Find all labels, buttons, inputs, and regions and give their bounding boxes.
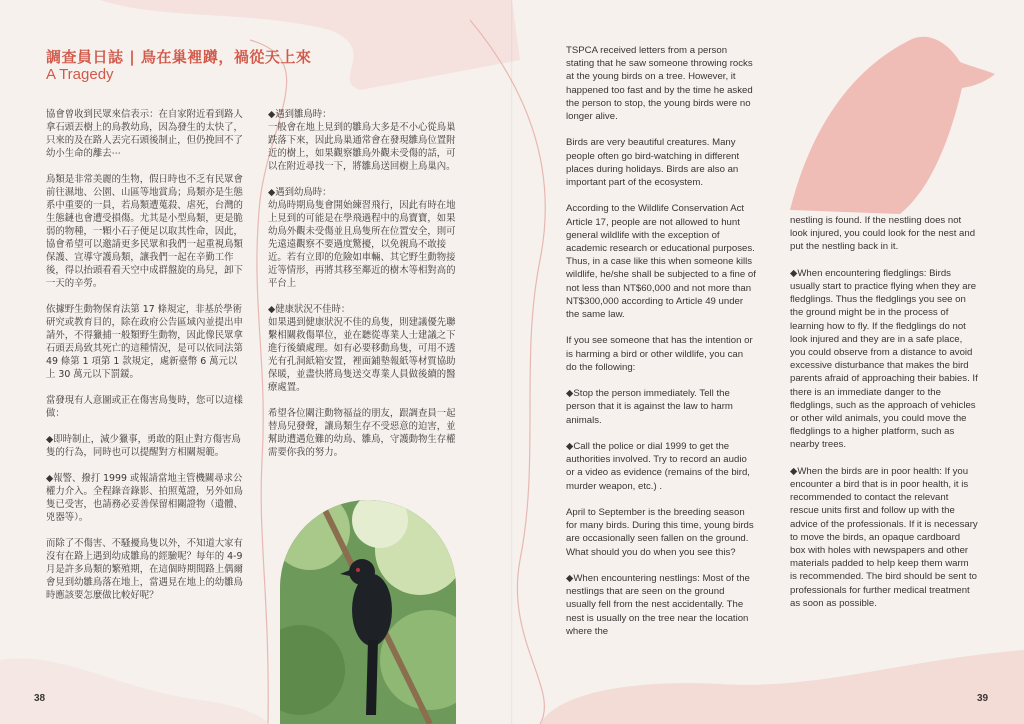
bird-photo (280, 500, 456, 724)
paragraph: nestling is found. If the nestling does not look injured, you could look for the nest and put the nestling back in it. (790, 215, 976, 253)
bottom-right-blob (540, 650, 1024, 724)
section-heading: ◆遇到雛鳥時： (268, 109, 332, 120)
page-number-left: 38 (34, 693, 46, 704)
section-body: 如果遇到健康狀況不佳的鳥隻，則建議優先聯繫相關救傷單位，並在聽從專業人士建議之下進行後續處理。如有必要移動鳥隻，可用不透光有孔洞紙箱安置，裡面鋪墊報紙等材質協助保暖，並盡快將鳥隻送交專業人員做後續的醫療處置。 (268, 317, 456, 393)
paragraph: ◆Stop the person immediately. Tell the person that it is against the law to harm animals. (566, 388, 733, 426)
page-fold (511, 0, 513, 724)
right-column-2 (790, 214, 978, 623)
top-blob (100, 0, 520, 90)
section (268, 303, 464, 394)
left-column-2 (268, 108, 464, 472)
title-english: A Tragedy (46, 66, 114, 83)
section (268, 186, 464, 290)
paragraph: ◆即時制止，減少獵事，勇敢的阻止對方傷害鳥隻的行為，同時也可以提醒對方相關規範。 (46, 434, 241, 458)
paragraph: ◆When encountering fledglings: Birds usually start to practice flying when they are fledglings. Thus the fledglings you see on the ground might be in the process of learning how to fly. If the fledglings do not look injured and they are in a safe place, you could observe from a distance to avoid excessive disturbance that makes the bird parents afraid of approaching their babies. If there is an immediate danger to the fledglings, such as the approach of vehicles or other wild animals, you could move the fledglings to a higher platform, such as nearby trees. (790, 267, 978, 451)
page-number-right: 39 (977, 693, 989, 704)
section-body: 幼鳥時期鳥隻會開始練習飛行，因此有時在地上見到的可能是在學飛過程中的鳥寶寶，如果幼鳥外觀未受傷並且鳥隻所在位置安全，則可先遠遠觀察不要過度驚擾，以免親鳥不敢接近。若有立即的危險如車輛、其它野生動物接近等情形，再將其移至鄰近的樹木等相對高的平台上 (268, 200, 456, 289)
section-body: 一般會在地上見到的雛鳥大多是不小心從鳥巢跌落下來，因此鳥巢通常會在發現雛鳥位置附近的樹上，如果觀察雛鳥外觀未受傷的話，可以在附近尋找一下，將雛鳥送回樹上鳥巢內。 (268, 122, 456, 172)
section-heading: ◆遇到幼鳥時： (268, 187, 332, 198)
paragraph: If you see someone that has the intention or is harming a bird or other wildlife, you can do the following: (566, 335, 753, 373)
paragraph: TSPCA received letters from a person stating that he saw someone throwing rocks at the young birds on a tree. However, it happened too fast and by the time he asked the person to stop, the young birds were no longer alive. (566, 45, 753, 123)
bottom-left-blob (0, 658, 270, 724)
section (268, 108, 464, 173)
paragraph: 協會曾收到民眾來信表示：在自家附近看到路人拿石頭丟樹上的鳥教幼鳥，因為發生的太快了，只來的及在路人丟完石頭後制止，但仍挽回不了幼小生命的離去⋯ (46, 109, 243, 159)
paragraph: ◆Call the police or dial 1999 to get the authorities involved. Try to record an audio or a video as evidence (remains of the bird, murder weapon, etc.) . (566, 441, 750, 492)
bird-silhouette (790, 37, 995, 214)
left-column-1 (46, 108, 244, 615)
title-chinese: 調查員日誌 | 鳥在巢裡蹲，禍從天上來 (46, 48, 312, 66)
paragraph: According to the Wildlife Conservation Act Article 17, people are not allowed to hunt general wildlife with the exception of academic research or educational purposes. Thus, in a case like this when someone kills wildlife, he/she shall be subjected to a fine of not less than NT$60,000 and not more than NT$300,000 according to Article 49 under the same law. (566, 203, 756, 321)
paragraph: 而除了不傷害、不騷擾鳥隻以外，不知道大家有沒有在路上遇到幼成雛鳥的經驗呢？每年的 4-9 月是許多鳥類的繁殖期，在這個時期間路上偶爾會見到幼雛鳥落在地上，當遇見在地上的幼雛鳥時應該要怎麼做比較好呢？ (46, 538, 243, 601)
paragraph: ◆When the birds are in poor health: If you encounter a bird that is in poor health, it is recommended to contact the relevant rescue units first and follow up with the advice of the professionals. If it is necessary to move the birds, an opaque cardboard box with holes with newspapers and other materials padded to help keep them warm is recommended. The bird should be sent to professionals for further medical treatment as soon as possible. (790, 465, 978, 609)
paragraph: 鳥類是非常美麗的生物，假日時也不乏有民眾會前往濕地、公園、山區等地賞鳥；鳥類亦是生態系中重要的一員，若鳥類遭蒐殺、虐死，台灣的生態鏈也會遭受損傷。尤其是小型鳥類，更是脆弱的物種，一顆小石子便足以取其性命，因此，協會希望可以邀請更多民眾和我們一起重視鳥類保護、宣導守護鳥類，讓我們一起在辛勤工作後，得以抬頭看看天空中成群盤旋的鳥兒，卸下一天的辛勞。 (46, 174, 243, 289)
paragraph: ◆報警、撥打 1999 或報請當地主管機關尋求公權力介入。全程錄音錄影、拍照蒐證，另外如鳥隻已受害，也請務必妥善保留相關證物（遺體、兇器等）。 (46, 473, 243, 523)
section-heading: ◆健康狀況不佳時： (268, 304, 351, 315)
paragraph: ◆When encountering nestlings: Most of the nestlings that are seen on the ground usually fell from the nest accidentally. The nest is usually on the tree near the location where the (566, 573, 750, 637)
right-column-1 (566, 44, 756, 651)
closing-paragraph: 希望各位關注動物福益的朋友，跟調查員一起替鳥兒發聲，讓鳥類生存不受惡意的迫害，並幫助遭遇危難的幼鳥、雛鳥，守護動物生存權需要你我的努力。 (268, 408, 456, 458)
right-wave-line (470, 20, 545, 724)
paragraph: 依據野生動物保育法第 17 條規定，非基於學術研究或教育目的，除在政府公告區域內並提出申請外，不得獵捕一般類野生動物，因此像民眾拿石頭丟鳥致其死亡的這種情況，是可以依同法第 49 條第 1 項第 1 款規定，處新臺幣 6 萬元以上 30 萬元以下罰鍰。 (46, 304, 243, 380)
paragraph: April to September is the breeding season for many birds. During this time, young birds are occasionally seen fallen on the ground. What should you do when you see this? (566, 507, 754, 558)
paragraph: 當發現有人意圖或正在傷害鳥隻時，您可以這樣做： (46, 395, 243, 419)
paragraph: Birds are very beautiful creatures. Many people often go bird-watching in different places during holidays. Birds are also an important part of the ecosystem. (566, 137, 740, 189)
